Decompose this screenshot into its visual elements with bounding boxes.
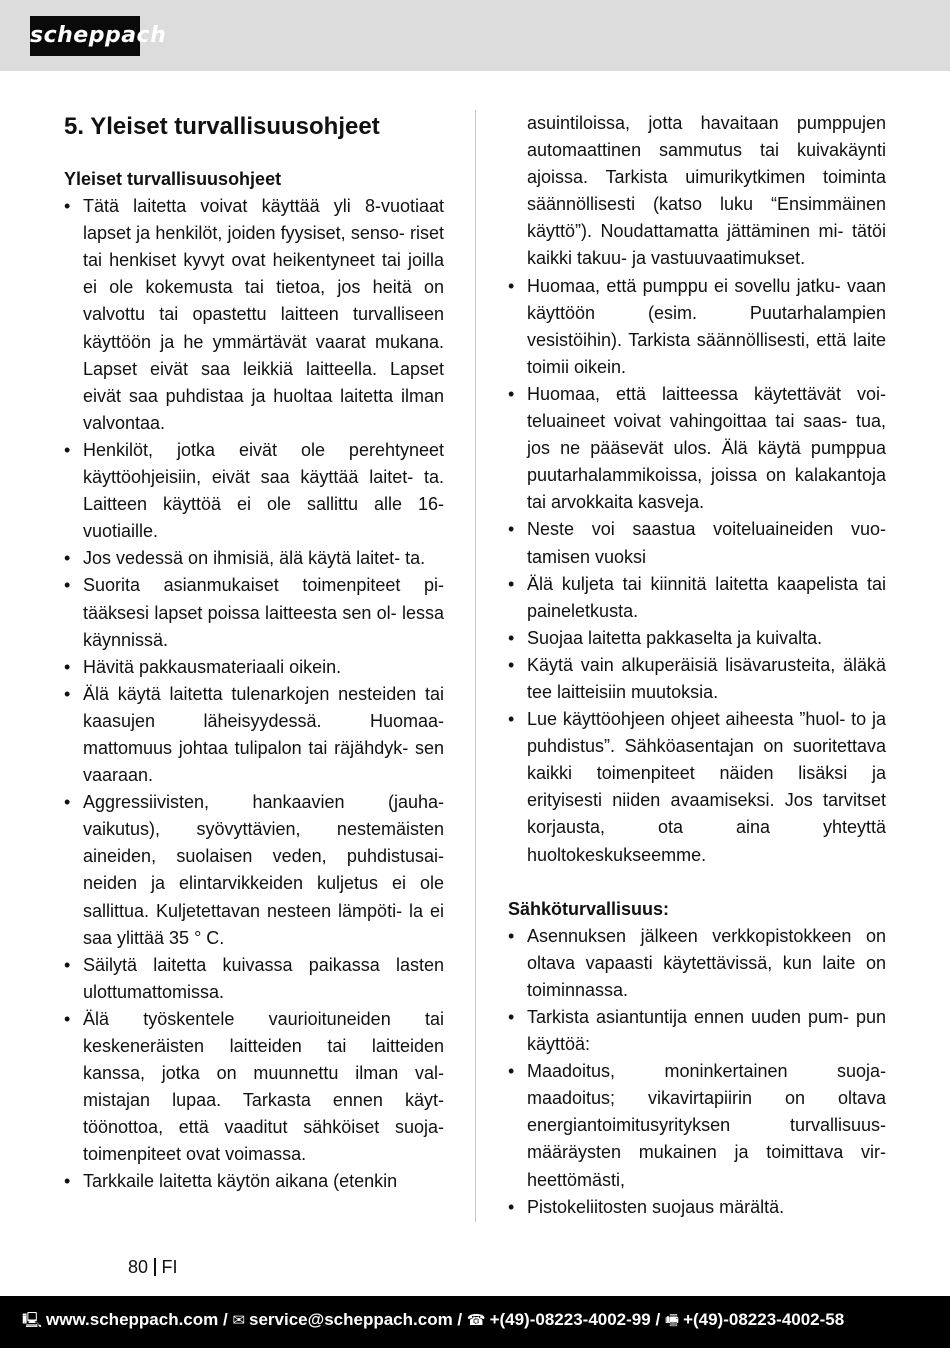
list-item: • Tarkista asiantuntija ennen uuden pum- pun käyttöä:: [508, 1004, 886, 1058]
list-item: • Suojaa laitetta pakkaselta ja kuivalta.: [508, 625, 886, 652]
scheppach-logo: scheppach: [30, 16, 140, 56]
page-language: FI: [161, 1257, 178, 1277]
electrical-safety-heading: Sähköturvallisuus:: [508, 898, 670, 919]
footer-separator: /: [650, 1310, 665, 1329]
fax-icon: 🖷: [664, 1311, 680, 1329]
website-link[interactable]: www.scheppach.com: [46, 1310, 219, 1329]
page-separator: [154, 1258, 156, 1276]
phone-number[interactable]: +(49)-08223-4002-99: [489, 1310, 651, 1329]
subsection-heading: Yleiset turvallisuusohjeet: [64, 169, 282, 189]
list-item: • Käytä vain alkuperäisiä lisävarusteita, äläkä tee laitteisiin muutoksia.: [508, 652, 886, 706]
list-item: • Tätä laitetta voivat käyttää yli 8-vuotiaat lapset ja henkilöt, joiden fyysiset, senso- riset tai henkiset kyvyt ovat heikentyneet tai joilla ei ole kokemusta tai tietoa, jos heitä on valvottu tai opastettu laitteen turvalliseen käyttöön ja he ymmärtävät vaarat mukana. Lapset eivät saa leikkiä laitteella. Lapset eivät saa puhdistaa ja huoltaa laitetta ilman valvontaa.: [64, 193, 444, 437]
header-bar: [0, 0, 950, 71]
spacer: [508, 869, 886, 896]
list-item: • Älä kuljeta tai kiinnitä laitetta kaapelista tai paineletkusta.: [508, 571, 886, 625]
right-column: [508, 110, 886, 1221]
continued-paragraph: asuintiloissa, jotta havaitaan pumppujen automaattinen sammutus tai kuivakäynti ajoissa. Tarkista uimurikytkimen toiminta säännöllisesti (katso luku “Ensimmäinen käyttö”). Noudattamatta jättäminen mi- tätöi kaikki takuu- ja vastuuvaatimukset.: [527, 113, 886, 269]
list-item: • Tarkkaile laitetta käytön aikana (etenkin: [64, 1168, 444, 1195]
list-item: • Asennuksen jälkeen verkkopistokkeen on oltava vapaasti käytettävissä, kun laite on toiminnassa.: [508, 923, 886, 1004]
list-item: • Maadoitus, moninkertainen suoja- maadoitus; vikavirtapiirin on oltava energiantoimitusyrityksen turvallisuus- määräysten mukainen ja toimittava vir- heettömästi,: [508, 1058, 886, 1193]
computer-icon: 🖳: [22, 1311, 43, 1329]
list-item: • Huomaa, että pumppu ei sovellu jatku- vaan käyttöön (esim. Puutarhalampien vesistöihin). Tarkista säännöllisesti, että laite toimii oikein.: [508, 273, 886, 381]
page-number-value: 80: [128, 1257, 149, 1277]
email-link[interactable]: service@scheppach.com: [249, 1310, 453, 1329]
list-item: • Jos vedessä on ihmisiä, älä käytä laitet- ta.: [64, 545, 444, 572]
section-title: Yleiset turvallisuusohjeet: [90, 113, 380, 140]
fax-number: +(49)-08223-4002-58: [683, 1310, 845, 1329]
envelope-icon: ✉: [232, 1311, 246, 1329]
list-item: • Hävitä pakkausmateriaali oikein.: [64, 654, 444, 681]
column-divider: [475, 110, 476, 1222]
list-item: • Älä työskentele vaurioituneiden tai keskeneräisten laitteiden tai laitteiden kanssa, jotka on muunnettu ilman val- mistajan lupaa. Tarkasta ennen käyt- töönottoa, että vaaditut sähköiset suoja- toimenpiteet ovat voimassa.: [64, 1006, 444, 1169]
telephone-icon: ☎: [466, 1311, 486, 1329]
left-column: [64, 110, 444, 1196]
list-item: • Huomaa, että laitteessa käytettävät voi- teluaineet voivat vahingoittaa tai saas- tua, jos ne pääsevät ulos. Älä käytä pumppua puutarhalammikoissa, joissa on kalakantoja tai arvokkaita kasveja.: [508, 381, 886, 516]
list-item: • Suorita asianmukaiset toimenpiteet pi- tääksesi lapset poissa laitteesta sen ol- lessa käynnissä.: [64, 572, 444, 653]
section-number: 5.: [64, 113, 85, 140]
list-item: • Säilytä laitetta kuivassa paikassa lasten ulottumattomissa.: [64, 952, 444, 1006]
list-item: • Henkilöt, jotka eivät ole perehtyneet käyttöohjeisiin, eivät saa käyttää laitet- ta. Laitteen käyttöä ei ole sallittu alle 16-vuotiaille.: [64, 437, 444, 545]
list-item: • Neste voi saastua voiteluaineiden vuo- tamisen vuoksi: [508, 516, 886, 570]
list-item: • Pistokeliitosten suojaus märältä.: [508, 1194, 886, 1221]
page-number: [128, 1257, 178, 1278]
electrical-safety-list: [508, 923, 886, 1221]
footer-separator: /: [218, 1310, 233, 1329]
section-heading: [64, 110, 444, 144]
footer-separator: /: [452, 1310, 467, 1329]
safety-list-continued: [508, 273, 886, 869]
footer-bar: [0, 1296, 950, 1348]
list-item: • Lue käyttöohjeen ohjeet aiheesta ”huol- to ja puhdistus”. Sähköasentajan on suoritettava kaikki toimenpiteet näiden lisäksi ja erityisesti niiden avaamiseksi. Jos tarvitset korjausta, ota aina yhteyttä huoltokeskukseemme.: [508, 706, 886, 869]
list-item: • Älä käytä laitetta tulenarkojen nesteiden tai kaasujen läheisyydessä. Huomaa- mattomuus johtaa tulipalon tai räjähdyk- sen vaaraan.: [64, 681, 444, 789]
list-item: • Aggressiivisten, hankaavien (jauha- vaikutus), syövyttävien, nestemäisten aineiden, suolaisen veden, puhdistusai- neiden ja elintarvikkeiden kuljetus ei ole sallittua. Kuljetettavan nesteen lämpöti- la ei saa ylittää 35 ° C.: [64, 789, 444, 952]
safety-list: [64, 193, 444, 1195]
